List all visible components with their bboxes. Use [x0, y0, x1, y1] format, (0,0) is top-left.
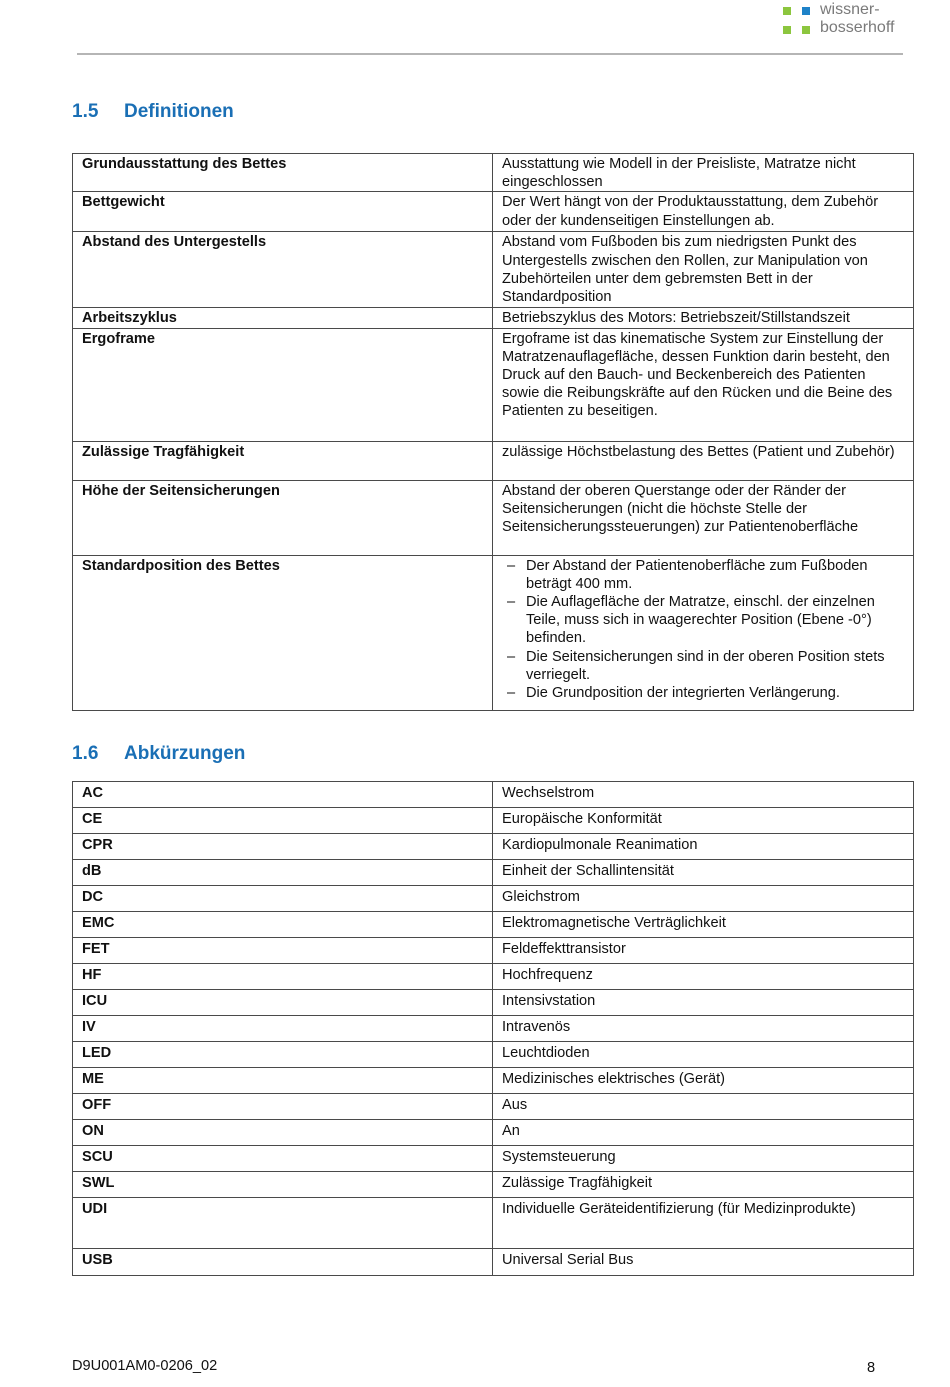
- list-item-text: Die Auflagefläche der Matratze, einschl. der einzelnen Teile, muss sich in waagerechter Position (Ebene -0°) befinden.: [526, 594, 875, 647]
- list-item: [502, 648, 904, 684]
- section-title: Abkürzungen: [124, 743, 246, 764]
- abbreviation-meaning: Gleichstrom: [493, 886, 914, 912]
- abbreviation-meaning: Kardiopulmonale Reanimation: [493, 834, 914, 860]
- definition-term: Bettgewicht: [73, 192, 493, 232]
- abbreviation: ON: [73, 1120, 493, 1146]
- list-item-text: Die Grundposition der integrierten Verlängerung.: [526, 685, 840, 702]
- dash-bullet-icon: –: [507, 557, 516, 574]
- abbreviation: FET: [73, 938, 493, 964]
- logo-text-line2: bosserhoff: [820, 19, 895, 36]
- section-number: 1.6: [72, 743, 99, 764]
- dash-bullet-icon: –: [507, 685, 516, 702]
- company-logo: [783, 2, 923, 38]
- table-row: [73, 1249, 914, 1276]
- abbreviation-meaning: Individuelle Geräteidentifizierung (für Medizinprodukte): [493, 1198, 914, 1249]
- abbreviation-meaning: An: [493, 1120, 914, 1146]
- abbreviation: LED: [73, 1042, 493, 1068]
- page-number: 8: [867, 1360, 876, 1376]
- definition-description: zulässige Höchstbelastung des Bettes (Patient und Zubehör): [493, 441, 914, 480]
- abbreviation: SWL: [73, 1172, 493, 1198]
- table-row: [73, 860, 914, 886]
- header-divider: [77, 53, 903, 55]
- abbreviation-meaning: Intensivstation: [493, 990, 914, 1016]
- dash-bullet-icon: –: [507, 648, 516, 665]
- abbreviation-meaning: Feldeffekttransistor: [493, 938, 914, 964]
- abbreviations-table: [72, 781, 914, 1276]
- definition-term: Standardposition des Bettes: [73, 555, 493, 710]
- table-row: [73, 441, 914, 480]
- definition-term: Zulässige Tragfähigkeit: [73, 441, 493, 480]
- logo-square: [783, 26, 791, 34]
- list-item: [502, 593, 904, 648]
- abbreviation: DC: [73, 886, 493, 912]
- definition-description: Ergoframe ist das kinematische System zur Einstellung der Matratzenauflagefläche, dessen Funktion darin besteht, den Druck auf den Bauch- und Beckenbereich des Patienten sowie die Reibungskräfte auf den Rücken und die Beine des Patienten zu beseitigen.: [493, 328, 914, 441]
- list-item-text: Die Seitensicherungen sind in der oberen Position stets verriegelt.: [526, 648, 885, 683]
- table-row: [73, 1146, 914, 1172]
- abbreviation-meaning: Wechselstrom: [493, 782, 914, 808]
- document-id: D9U001AM0-0206_02: [72, 1358, 218, 1374]
- section-number: 1.5: [72, 101, 99, 122]
- abbreviation-meaning: Hochfrequenz: [493, 964, 914, 990]
- abbreviation-meaning: Systemsteuerung: [493, 1146, 914, 1172]
- abbreviation-meaning: Einheit der Schallintensität: [493, 860, 914, 886]
- definition-term: Arbeitszyklus: [73, 308, 493, 328]
- table-row: [73, 1198, 914, 1249]
- table-row: [73, 1068, 914, 1094]
- list-item: [502, 557, 904, 593]
- standard-position-list: [502, 557, 904, 703]
- table-row: [73, 480, 914, 555]
- definitions-table: [72, 153, 914, 711]
- abbreviation: CE: [73, 808, 493, 834]
- table-row: [73, 808, 914, 834]
- list-item-text: Der Abstand der Patientenoberfläche zum Fußboden beträgt 400 mm.: [526, 557, 868, 592]
- abbreviation: OFF: [73, 1094, 493, 1120]
- dash-bullet-icon: –: [507, 594, 516, 611]
- abbreviation: IV: [73, 1016, 493, 1042]
- table-row: [73, 1172, 914, 1198]
- abbreviation-meaning: Leuchtdioden: [493, 1042, 914, 1068]
- abbreviation: ICU: [73, 990, 493, 1016]
- definition-term: Grundausstattung des Bettes: [73, 154, 493, 192]
- definition-description: Abstand der oberen Querstange oder der Ränder der Seitensicherungen (nicht die höchste Stelle der Seitensicherungssteuerungen) zur Patientenoberfläche: [493, 480, 914, 555]
- section-heading-definitions: [72, 101, 234, 123]
- table-row: [73, 1094, 914, 1120]
- abbreviation-meaning: Universal Serial Bus: [493, 1249, 914, 1276]
- abbreviation: SCU: [73, 1146, 493, 1172]
- abbreviation-meaning: Europäische Konformität: [493, 808, 914, 834]
- table-row: [73, 154, 914, 192]
- logo-square: [802, 26, 810, 34]
- definition-description: Ausstattung wie Modell in der Preisliste, Matratze nicht eingeschlossen: [493, 154, 914, 192]
- table-row: [73, 192, 914, 232]
- abbreviation-meaning: Zulässige Tragfähigkeit: [493, 1172, 914, 1198]
- logo-square: [802, 7, 810, 15]
- table-row: [73, 990, 914, 1016]
- table-row: [73, 1120, 914, 1146]
- table-row: [73, 328, 914, 441]
- logo-text-line1: wissner-: [820, 1, 880, 18]
- definition-term: Abstand des Untergestells: [73, 232, 493, 308]
- table-row: [73, 912, 914, 938]
- table-row: [73, 938, 914, 964]
- table-row: [73, 1016, 914, 1042]
- abbreviation: UDI: [73, 1198, 493, 1249]
- definition-term: Ergoframe: [73, 328, 493, 441]
- abbreviation: HF: [73, 964, 493, 990]
- abbreviation: USB: [73, 1249, 493, 1276]
- definition-term: Höhe der Seitensicherungen: [73, 480, 493, 555]
- table-row: [73, 308, 914, 328]
- abbreviation: ME: [73, 1068, 493, 1094]
- table-row: [73, 964, 914, 990]
- list-item: [502, 684, 904, 702]
- section-heading-abbreviations: [72, 743, 245, 765]
- abbreviation-meaning: Elektromagnetische Verträglichkeit: [493, 912, 914, 938]
- table-row: [73, 834, 914, 860]
- definition-description: [493, 555, 914, 710]
- definition-description: Betriebszyklus des Motors: Betriebszeit/Stillstandszeit: [493, 308, 914, 328]
- table-row: [73, 555, 914, 710]
- table-row: [73, 782, 914, 808]
- abbreviation-meaning: Aus: [493, 1094, 914, 1120]
- table-row: [73, 1042, 914, 1068]
- logo-square: [783, 7, 791, 15]
- abbreviation: CPR: [73, 834, 493, 860]
- abbreviation: AC: [73, 782, 493, 808]
- abbreviation: dB: [73, 860, 493, 886]
- definition-description: Der Wert hängt von der Produktausstattung, dem Zubehör oder der kundenseitigen Einstellungen ab.: [493, 192, 914, 232]
- section-title: Definitionen: [124, 101, 234, 122]
- abbreviation-meaning: Intravenös: [493, 1016, 914, 1042]
- definition-description: Abstand vom Fußboden bis zum niedrigsten Punkt des Untergestells zwischen den Rollen, zur Manipulation von Zubehörteilen unter dem gebremsten Bett in der Standardposition: [493, 232, 914, 308]
- abbreviation-meaning: Medizinisches elektrisches (Gerät): [493, 1068, 914, 1094]
- abbreviation: EMC: [73, 912, 493, 938]
- table-row: [73, 232, 914, 308]
- table-row: [73, 886, 914, 912]
